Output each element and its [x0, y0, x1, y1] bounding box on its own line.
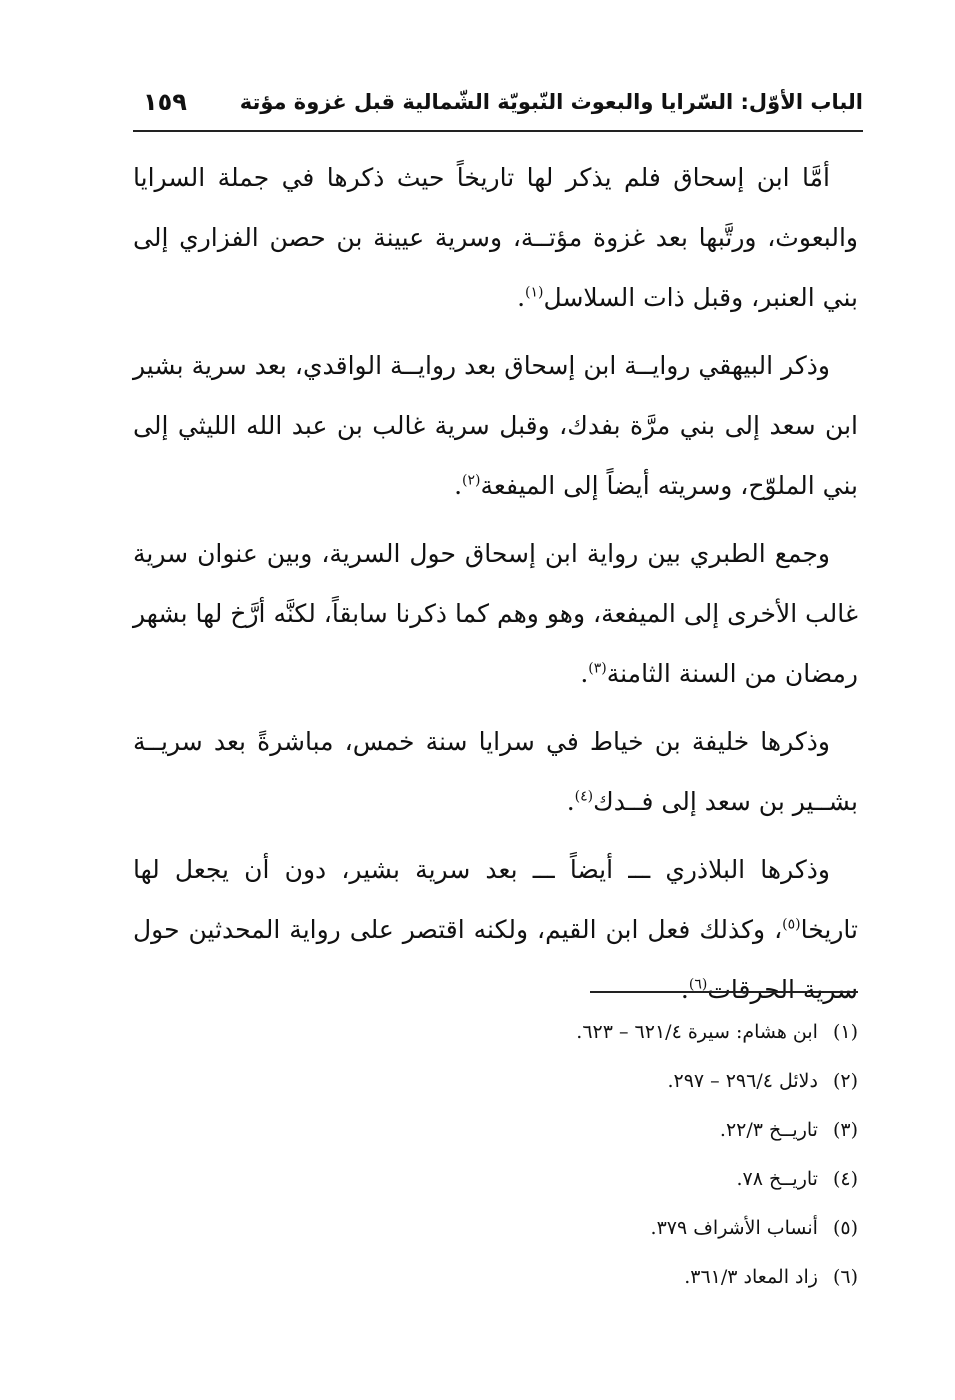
paragraph-text: وجمع الطبري بين رواية ابن إسحاق حول السرية، وبين عنوان سرية غالب الأخرى إلى الميفعة، وهو وهم كما ذكرنا سابقاً، لكنَّه أرَّخ لها بشهر رمضان من السنة الثامنة	[133, 539, 858, 688]
body-text	[133, 148, 858, 1028]
chapter-title: الباب الأوّل: السّرايا والبعوث النّبويّة الشّمالية قبل غزوة مؤتة	[239, 90, 863, 114]
footnote-text: تاريــخ ٢٢/٣.	[719, 1119, 818, 1141]
footnote	[300, 1106, 858, 1155]
footnote-number: (١)	[832, 1021, 858, 1043]
footnote	[300, 1253, 858, 1302]
footnote-number: (٢)	[832, 1070, 858, 1092]
paragraph-text: وذكرها خليفة بن خياط في سرايا سنة خمس، مباشرةً بعد سريــة بشــير بن سعد إلى فــدك	[133, 727, 858, 816]
footnote-ref: (١)	[525, 284, 544, 301]
footnote-number: (٥)	[832, 1217, 858, 1239]
footnote	[300, 1204, 858, 1253]
paragraph-text: أمَّا ابن إسحاق فلم يذكر لها تاريخاً حيث ذكرها في جملة السرايا والبعوث، ورتَّبها بعد غزوة مؤتــة، وسرية عيينة بن حصن الفزاري إلى بني العنبر، وقبل ذات السلاسل	[133, 163, 858, 312]
footnote-number: (٤)	[832, 1168, 858, 1190]
footnote-text: دلائل ٢٩٦/٤ – ٢٩٧.	[667, 1070, 818, 1092]
paragraph	[133, 524, 858, 704]
footnote-text: تاريــخ ٧٨.	[736, 1168, 818, 1190]
paragraph-end: .	[580, 659, 589, 688]
footnote	[300, 1057, 858, 1106]
running-header	[133, 88, 863, 124]
footnotes	[300, 1008, 858, 1302]
footnote-divider	[590, 991, 858, 993]
paragraph	[133, 840, 858, 1020]
paragraph	[133, 336, 858, 516]
footnote-ref: (٥)	[782, 916, 801, 933]
footnote-ref: (٢)	[462, 472, 481, 489]
footnote-text: أنساب الأشراف ٣٧٩.	[650, 1217, 818, 1239]
footnote-ref: (٣)	[588, 660, 607, 677]
paragraph	[133, 712, 858, 832]
paragraph-text: وذكرها البلاذري ـــ أيضاً ـــ بعد سرية بشير، دون أن يجعل لها تاريخا	[133, 855, 858, 944]
footnote-ref: (٦)	[688, 976, 708, 993]
page-number: ١٥٩	[143, 88, 187, 116]
footnote-number: (٣)	[832, 1119, 858, 1141]
footnote-number: (٦)	[832, 1266, 858, 1288]
header-divider	[133, 130, 863, 132]
paragraph-text: وذكر البيهقي روايــة ابن إسحاق بعد روايــة الواقدي، بعد سرية بشير ابن سعد إلى بني مرَّة بفدك، وقبل سرية غالب بن عبد الله الليثي إلى بني الملوّح، وسريته أيضاً إلى الميفعة	[133, 351, 858, 500]
footnote-text: ابن هشام: سيرة ٦٢١/٤ – ٦٢٣.	[576, 1021, 818, 1043]
paragraph-end: .	[680, 975, 689, 1004]
paragraph	[133, 148, 858, 328]
footnote	[300, 1008, 858, 1057]
paragraph-end: .	[454, 471, 463, 500]
footnote-text: زاد المعاد ٣٦١/٣.	[684, 1266, 818, 1288]
footnote	[300, 1155, 858, 1204]
paragraph-end: .	[517, 283, 526, 312]
paragraph-text: ، وكذلك فعل ابن القيم، ولكنه اقتصر على رواية المحدثين حول سرية الحرقات	[133, 915, 858, 1004]
footnote-ref: (٤)	[574, 788, 594, 805]
paragraph-end: .	[566, 787, 575, 816]
